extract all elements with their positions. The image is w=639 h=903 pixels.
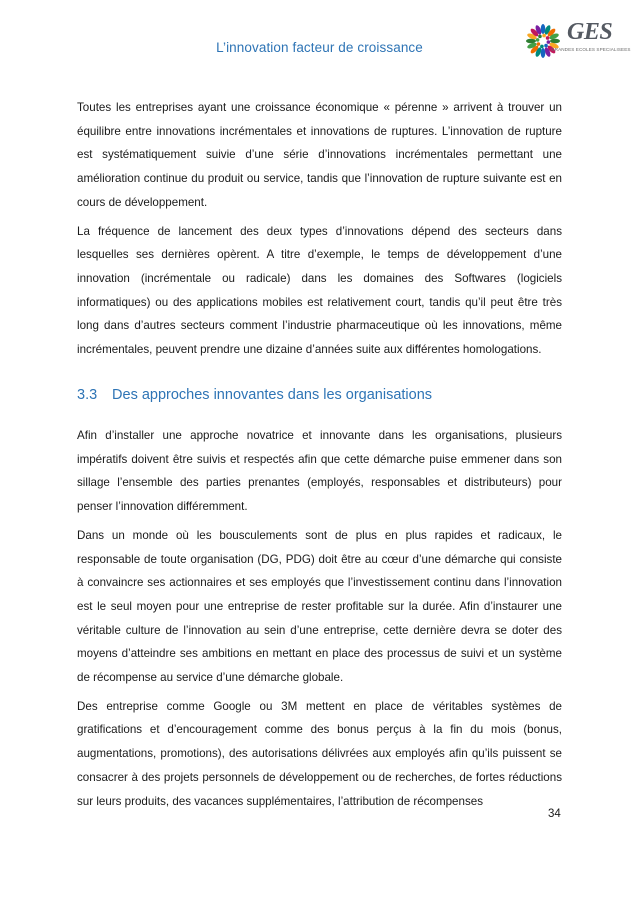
section-paragraphs [77,424,562,813]
paragraph: Toutes les entreprises ayant une croissance économique « pérenne » arrivent à trouver un équilibre entre innovations incrémentales et innovations de ruptures. L’innovation de rupture est systématiquement suivie d’une série d’innovations incrémentales permettant une amélioration continue du produit ou service, tandis que l’innovation de rupture suivante est en cours de développement. [77,101,562,209]
ges-logo [520,18,631,64]
logo-petal [541,48,546,58]
logo-dot [536,38,540,42]
logo-dot [544,44,548,48]
paragraph: Afin d’installer une approche novatrice et innovante dans les organisations, plusieurs impératifs doivent être suivis et respectés afin que cette démarche puise emmener dans son sillage l’ensemble des parties prenantes (employés, responsables et distributeurs) pour penser l’innovation différemment. [77,429,562,514]
paragraph: Des entreprise comme Google ou 3M mettent en place de véritables systèmes de gratifications et d’encouragement comme des bonus perçus à la fin du mois (bonus, augmentations, promotions), des autorisations délivrées aux employés afin qu’ils puissent se consacrer à des projets personnels de développement ou de recherches, de fortes réductions sur leurs produits, des vacances supplémentaires, l’attribution de récompenses [77,699,562,808]
running-header-title: L’innovation facteur de croissance [216,40,423,55]
logo-dot [540,45,544,49]
logo-petal [541,24,546,34]
logo-dot [538,35,542,39]
logo-petal [550,39,560,44]
logo-dot [542,34,546,38]
flower-logo-icon [520,18,566,64]
intro-paragraphs [77,96,562,362]
logo-wordmark: GES [567,19,613,45]
section-heading [77,385,562,405]
paragraph: Dans un monde où les bousculements sont de plus en plus rapides et radicaux, le responsable de toute organisation (DG, PDG) doit être au cœur d’une démarche qui consiste à convaincre ses actionnaires et ses employés que l’investissement continu dans l’innovation est le seul moyen pour une entreprise de rester profitable sur la durée. Afin d’instaurer une véritable culture de l’innovation au sein d’une entreprise, cette dernière devra se doter des moyens d’atteindre ses ambitions en mettant en place des processus de suivi et un système de récompense au service d’une démarche globale. [77,528,562,685]
logo-dot [547,40,551,44]
section-title: Des approches innovantes dans les organisations [112,387,433,403]
logo-subtitle: GRANDES ECOLES SPECIALISEES [551,47,631,52]
paragraph: La fréquence de lancement des deux types d’innovations dépend des secteurs dans lesquelles ses dernières opèrent. A titre d’exemple, le temps de développement d’une innovation (incrémentale ou radicale) dans les domaines des Softwares (logiciels informatiques) ou des applications mobiles est relativement court, tandis qu’il peut être très long dans d’autres secteurs comment l’industrie pharmaceutique où les innovations, même incrémentales, peuvent prendre une dizaine d’années suite aux différentes homologations. [77,224,562,357]
logo-dot [537,42,541,46]
page-number: 34 [548,808,561,820]
section-number: 3.3 [77,387,98,403]
logo-petal [526,39,536,44]
logo-dot [546,36,550,40]
